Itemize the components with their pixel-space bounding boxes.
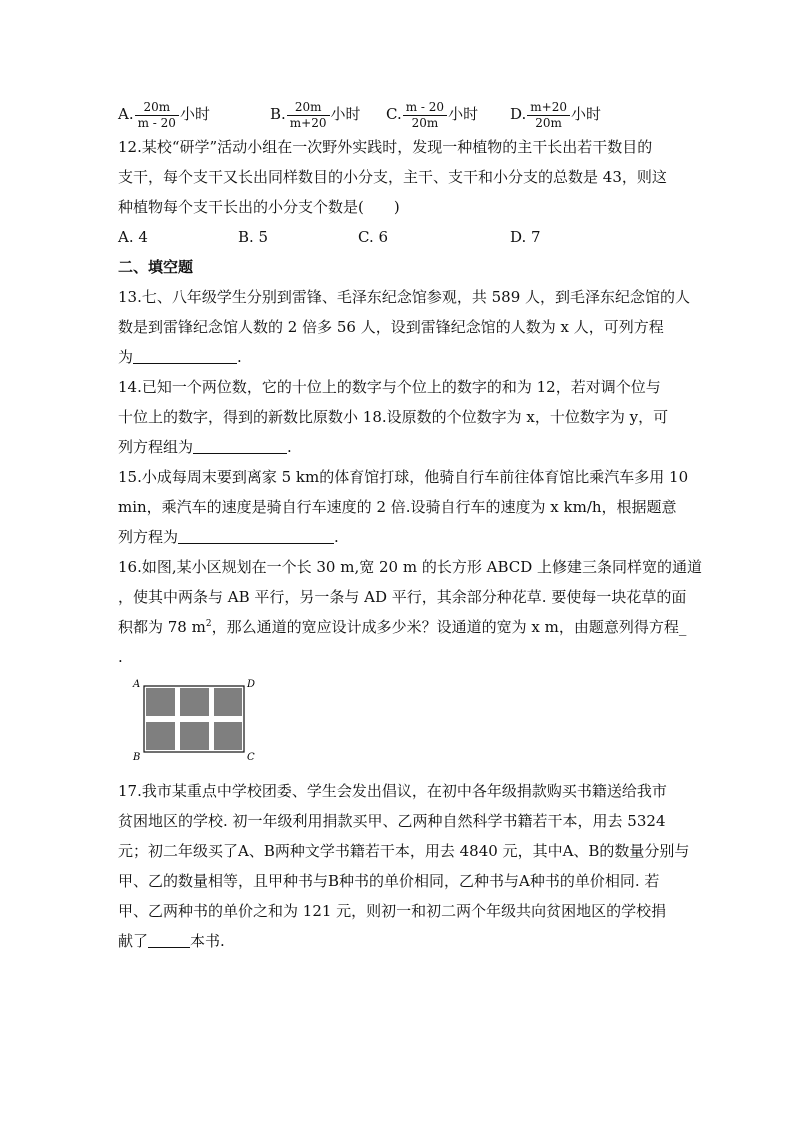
- fraction-numerator: m+20: [527, 100, 570, 116]
- flower-plot: [214, 688, 242, 716]
- q16-line-2: ，使其中两条与 AB 平行，另一条与 AD 平行，其余部分种花草. 要使每一块花草的面: [118, 588, 687, 606]
- q13-line-1: 13.七、八年级学生分别到雷锋、毛泽东纪念馆参观，共 589 人，到毛泽东纪念馆的人: [118, 288, 691, 306]
- fraction-denominator: 20m: [535, 115, 562, 130]
- fraction: [403, 100, 447, 131]
- text: 列方程组为: [118, 438, 194, 456]
- q17-line-4: 甲、乙的数量相等，且甲种书与B种书的单价相同，乙种书与A种书的单价相同. 若: [118, 872, 660, 890]
- option-unit: 小时: [570, 105, 601, 123]
- text: .: [237, 348, 242, 366]
- text: .: [334, 528, 339, 546]
- answer-blank[interactable]: [178, 525, 334, 544]
- q12-option-d: D. 7: [510, 228, 541, 246]
- fraction-denominator: m - 20: [137, 115, 176, 130]
- q11-option-c: [386, 96, 478, 132]
- q17-line-2: 贫困地区的学校. 初一年级利用捐款买甲、乙两种自然科学书籍若干本，用去 5324: [118, 812, 666, 830]
- q15-line-2: min，乘汽车的速度是骑自行车速度的 2 倍.设骑自行车的速度为 x km/h，根据题意: [118, 498, 677, 516]
- fraction-numerator: 20m: [135, 100, 179, 116]
- fraction-numerator: m - 20: [403, 100, 447, 116]
- vertex-label-a: A: [133, 679, 141, 690]
- q12-option-c: C. 6: [358, 228, 389, 246]
- text: 为: [118, 348, 134, 366]
- fraction-denominator: 20m: [411, 115, 439, 130]
- option-letter: C.: [386, 105, 402, 123]
- q12-option-a: A. 4: [118, 228, 148, 246]
- text: 列方程为: [118, 528, 179, 546]
- q17-line-6: [118, 926, 698, 956]
- q12-option-b: B. 5: [238, 228, 269, 246]
- rectangle-figure: [130, 678, 270, 768]
- text: 积都为 78 m: [118, 618, 206, 636]
- vertex-label-d: D: [247, 679, 256, 690]
- answer-blank[interactable]: [193, 435, 287, 454]
- flower-plot: [180, 722, 209, 750]
- q12-line-3: 种植物每个支干长出的小分支个数是( ): [118, 198, 400, 216]
- option-unit: 小时: [330, 105, 361, 123]
- option-letter: D.: [510, 105, 527, 123]
- q17-line-3: 元；初二年级买了A、B两种文学书籍若干本，用去 4840 元，其中A、B的数量分别与: [118, 842, 690, 860]
- q16-line-1: 16.如图,某小区规划在一个长 30 m,宽 20 m 的长方形 ABCD 上修建三条同样宽的通道: [118, 558, 703, 576]
- q16-line-3: [118, 612, 698, 642]
- fraction: [135, 100, 179, 131]
- flower-plot: [146, 688, 175, 716]
- vertex-label-c: C: [247, 752, 255, 763]
- q11-option-d: [510, 96, 601, 132]
- text: ，那么通道的宽应设计成多少米？设通道的宽为 x m，由题意列得方程_: [211, 618, 687, 636]
- flower-plot: [146, 722, 175, 750]
- q14-line-3: [118, 432, 698, 462]
- flower-plot: [214, 722, 242, 750]
- superscript: 2: [205, 619, 212, 629]
- q17-line-1: 17.我市某重点中学校团委、学生会发出倡议，在初中各年级捐款购买书籍送给我市: [118, 782, 667, 800]
- text: 本书.: [190, 932, 225, 950]
- text: 献了: [118, 932, 149, 950]
- q11-option-b: [270, 96, 361, 132]
- text: .: [287, 438, 292, 456]
- option-letter: A.: [118, 105, 134, 123]
- flower-plot: [180, 688, 209, 716]
- fraction: [287, 100, 330, 131]
- q15-line-1: 15.小成每周末要到离家 5 km的体育馆打球，他骑自行车前往体育馆比乘汽车多用 10: [118, 468, 689, 486]
- fraction-denominator: m+20: [289, 115, 327, 130]
- answer-blank[interactable]: [148, 929, 190, 948]
- answer-blank[interactable]: [133, 345, 237, 364]
- vertex-label-b: B: [133, 752, 141, 763]
- q16-line-4: .: [118, 648, 123, 666]
- q12-options: [118, 222, 698, 252]
- section-title: 二、填空题: [118, 258, 194, 276]
- option-unit: 小时: [179, 105, 210, 123]
- q14-line-2: 十位上的数字，得到的新数比原数小 18.设原数的个位数字为 x，十位数字为 y，可: [118, 408, 669, 426]
- q14-line-1: 14.已知一个两位数，它的十位上的数字与个位上的数字的和为 12，若对调个位与: [118, 378, 661, 396]
- q13-line-3: [118, 342, 698, 372]
- q12-line-1: 12.某校“研学”活动小组在一次野外实践时，发现一种植物的主干长出若干数目的: [118, 138, 653, 156]
- q17-line-5: 甲、乙两种书的单价之和为 121 元，则初一和初二两个年级共向贫困地区的学校捐: [118, 902, 667, 920]
- q11-options: [118, 96, 698, 132]
- q15-line-3: [118, 522, 698, 552]
- q13-line-2: 数是到雷锋纪念馆人数的 2 倍多 56 人，设到雷锋纪念馆的人数为 x 人，可列方程: [118, 318, 664, 336]
- q12-line-2: 支干，每个支干又长出同样数目的小分支，主干、支干和小分支的总数是 43，则这: [118, 168, 667, 186]
- exam-page: [118, 96, 703, 956]
- fraction: [527, 100, 570, 131]
- q11-option-a: [118, 96, 210, 132]
- q16-figure-area: [118, 678, 698, 768]
- fraction-numerator: 20m: [287, 100, 330, 116]
- option-unit: 小时: [448, 105, 479, 123]
- option-letter: B.: [270, 105, 286, 123]
